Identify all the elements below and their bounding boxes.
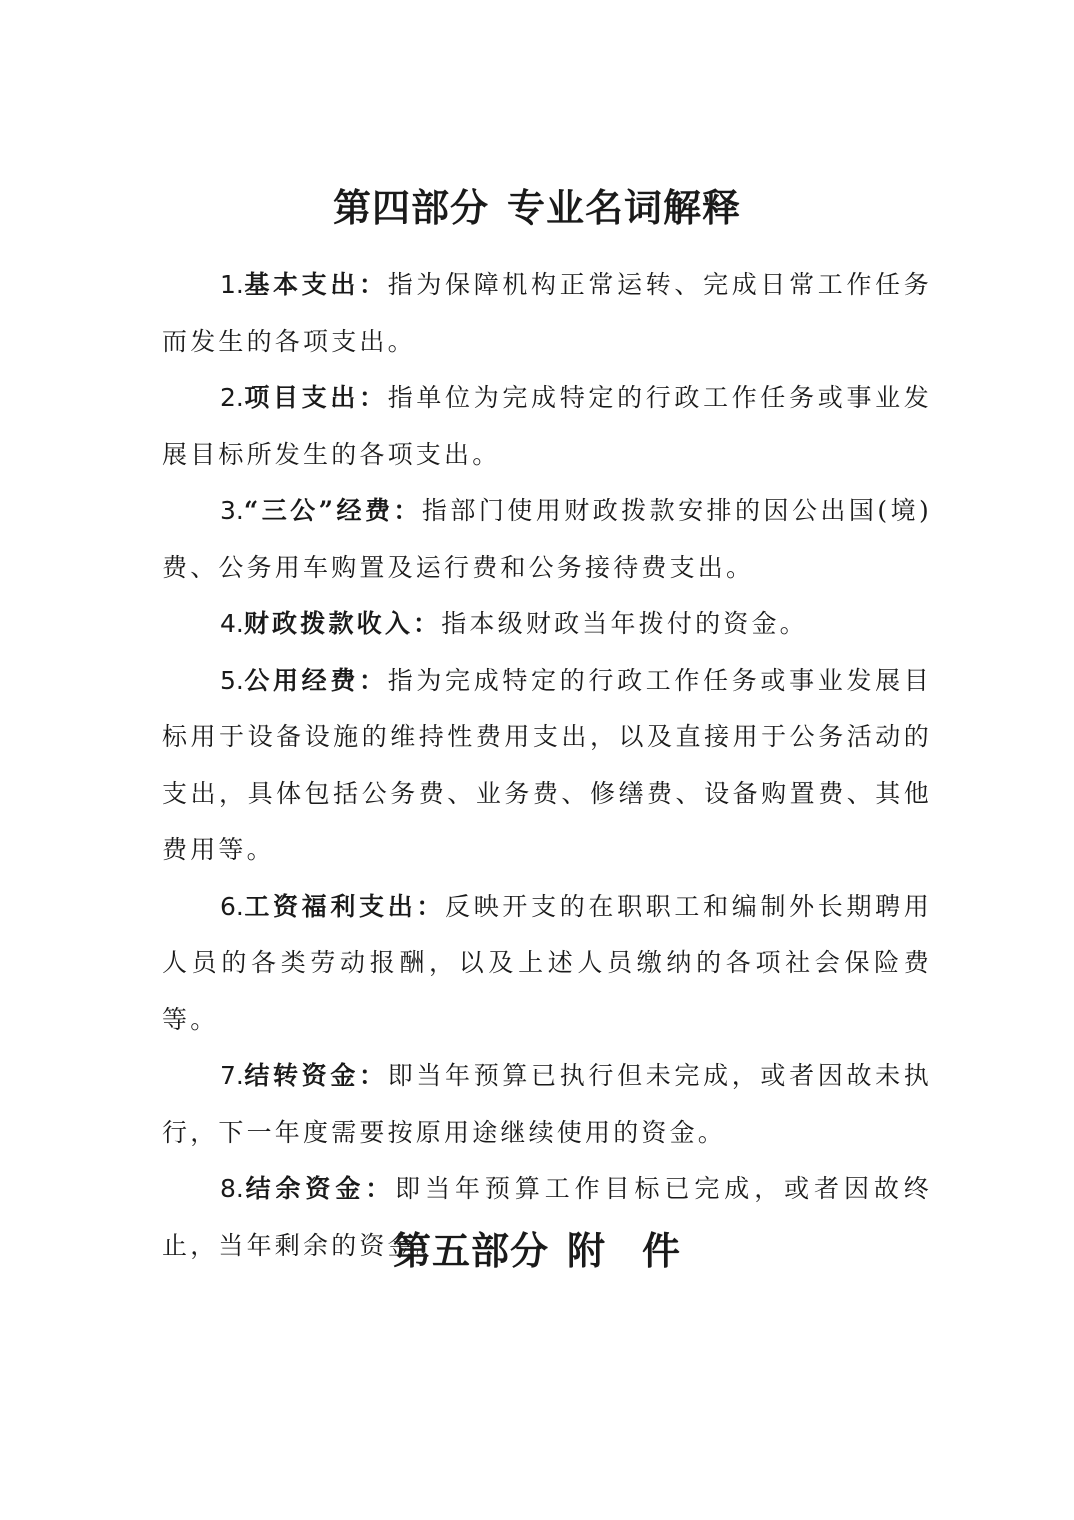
definition-text: 指为保障机构正常运转、完成日常工作任务而发生的各项支出。 <box>162 270 932 356</box>
definition-text: 指为完成特定的行政工作任务或事业发展目标用于设备设施的维持性费用支出，以及直接用于公务活动的支出，具体包括公务费、业务费、修缮费、设备购置费、其他费用等。 <box>162 665 932 864</box>
section-5-label: 第五部分 <box>392 1228 549 1273</box>
definition-term: 8.结余资金： <box>220 1174 396 1203</box>
definition-term: 2.项目支出： <box>220 383 388 412</box>
definition-term: 5.公用经费： <box>220 665 388 695</box>
definition-text: 指部门使用财政拨款安排的因公出国(境)费、公务用车购置及运行费和公务接待费支出。 <box>162 496 932 582</box>
definition-item <box>162 596 932 653</box>
definition-text: 即当年预算工作目标已完成，或者因故终止，当年剩余的资金。 <box>162 1174 932 1260</box>
definition-item <box>162 1048 932 1161</box>
definition-term: 7.结转资金： <box>220 1061 388 1090</box>
definition-item <box>162 370 932 483</box>
section-4-heading <box>0 184 1074 232</box>
definition-term: 1.基本支出： <box>220 270 388 299</box>
section-4-title: 专业名词解释 <box>507 185 742 230</box>
definition-term: 4.财政拨款收入： <box>220 609 442 638</box>
definition-text: 反映开支的在职职工和编制外长期聘用人员的各类劳动报酬，以及上述人员缴纳的各项社会保险费等。 <box>162 891 933 1034</box>
section-5-title-part-2: 件 <box>642 1228 682 1273</box>
section-4-label: 第四部分 <box>332 185 489 230</box>
definition-term: 3.“三公”经费： <box>220 496 422 525</box>
definition-item <box>162 879 932 1049</box>
section-5-heading <box>0 1227 1074 1275</box>
definition-term: 6.工资福利支出： <box>220 891 446 921</box>
definition-text: 即当年预算已执行但未完成，或者因故未执行，下一年度需要按原用途继续使用的资金。 <box>162 1061 932 1147</box>
definition-item <box>162 257 932 370</box>
definition-item <box>162 483 932 596</box>
definition-text: 指单位为完成特定的行政工作任务或事业发展目标所发生的各项支出。 <box>162 383 932 469</box>
definition-text: 指本级财政当年拨付的资金。 <box>441 609 808 638</box>
definition-item <box>162 653 932 879</box>
definitions-list <box>162 257 932 1274</box>
section-5-title-part-1: 附 <box>566 1228 606 1273</box>
